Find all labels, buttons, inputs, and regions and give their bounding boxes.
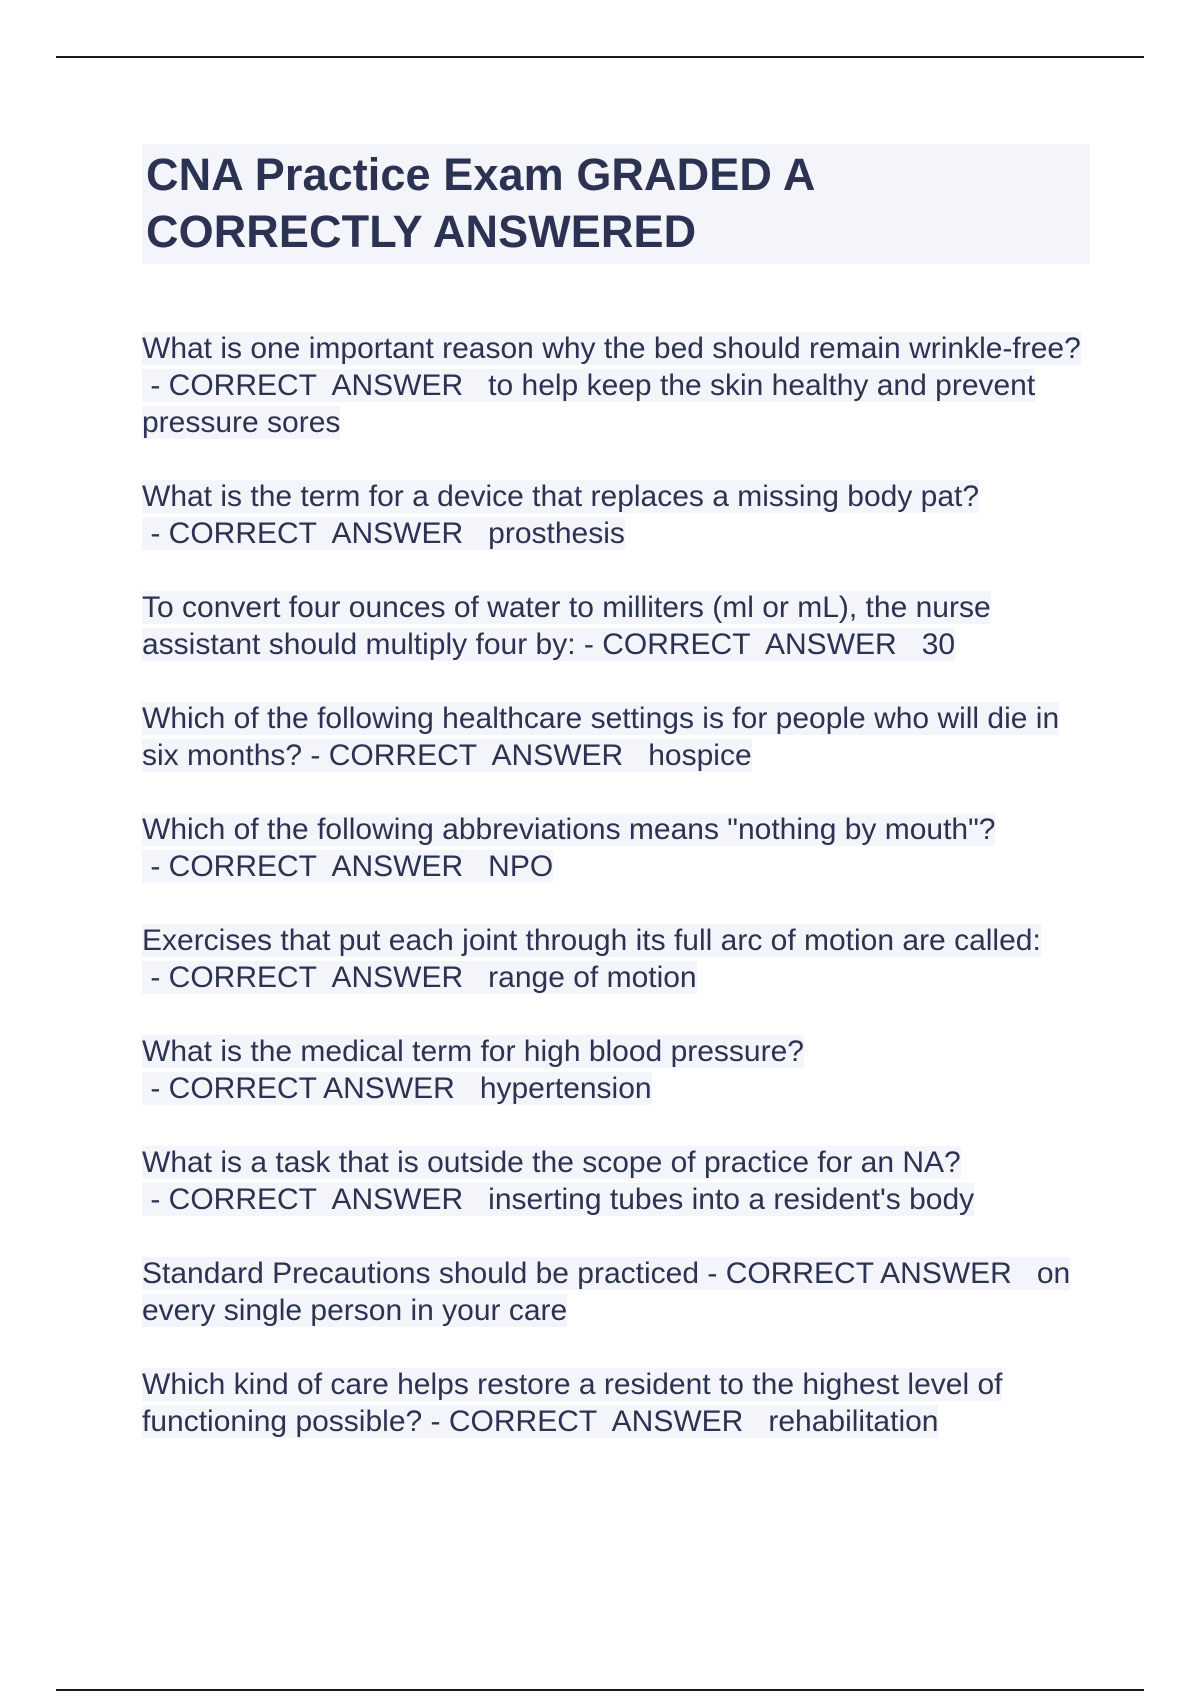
answer-separator: - CORRECT ANSWER [142, 369, 489, 402]
answer-text: hypertension [479, 1072, 652, 1105]
question-text: Standard Precautions should be practiced [142, 1257, 700, 1290]
qa-item [142, 1144, 1090, 1218]
answer-text: to help keep the skin healthy and prevent pressure sores [142, 369, 1036, 439]
answer-separator: - CORRECT ANSWER [142, 961, 489, 994]
question-text: Which of the following healthcare settings is for people who will die in six months? [142, 702, 1060, 772]
qa-item [142, 330, 1090, 441]
answer-text: rehabilitation [768, 1405, 939, 1438]
question-text: To convert four ounces of water to milliters (ml or mL), the nurse assistant should multiply four by: [142, 591, 991, 661]
question-text: What is a task that is outside the scope of practice for an NA? [142, 1146, 961, 1179]
question-text: What is the term for a device that replaces a missing body pat? [142, 480, 980, 513]
qa-item [142, 1366, 1090, 1440]
qa-item [142, 922, 1090, 996]
question-text: What is one important reason why the bed should remain wrinkle-free? [142, 332, 1081, 365]
answer-text: 30 [921, 628, 956, 661]
question-text: Which kind of care helps restore a resident to the highest level of functioning possible? [142, 1368, 1003, 1438]
answer-text: range of motion [488, 961, 697, 994]
answer-text: hospice [648, 739, 752, 772]
answer-separator: - CORRECT ANSWER [142, 1183, 489, 1216]
answer-text: prosthesis [488, 517, 625, 550]
qa-list [142, 330, 1090, 1477]
question-text: Which of the following abbreviations means "nothing by mouth"? [142, 813, 996, 846]
answer-text: inserting tubes into a resident's body [488, 1183, 975, 1216]
qa-item [142, 1255, 1090, 1329]
answer-text: NPO [488, 850, 554, 883]
answer-separator: - CORRECT ANSWER [575, 628, 922, 661]
bottom-rule [56, 1689, 1144, 1691]
title-block [142, 144, 1090, 264]
answer-separator: - CORRECT ANSWER [699, 1257, 1037, 1290]
qa-item [142, 700, 1090, 774]
top-rule [56, 56, 1144, 58]
question-text: What is the medical term for high blood pressure? [142, 1035, 804, 1068]
qa-item [142, 589, 1090, 663]
answer-separator: - CORRECT ANSWER [302, 739, 649, 772]
answer-separator: - CORRECT ANSWER [142, 850, 489, 883]
qa-item [142, 1033, 1090, 1107]
answer-separator: - CORRECT ANSWER [142, 1072, 480, 1105]
answer-separator: - CORRECT ANSWER [142, 517, 489, 550]
answer-separator: - CORRECT ANSWER [422, 1405, 769, 1438]
qa-item [142, 478, 1090, 552]
question-text: Exercises that put each joint through its full arc of motion are called: [142, 924, 1041, 957]
page-title: CNA Practice Exam GRADED A CORRECTLY ANSWERED [146, 149, 814, 257]
answer-text: on every single person in your care [142, 1257, 1071, 1327]
qa-item [142, 811, 1090, 885]
